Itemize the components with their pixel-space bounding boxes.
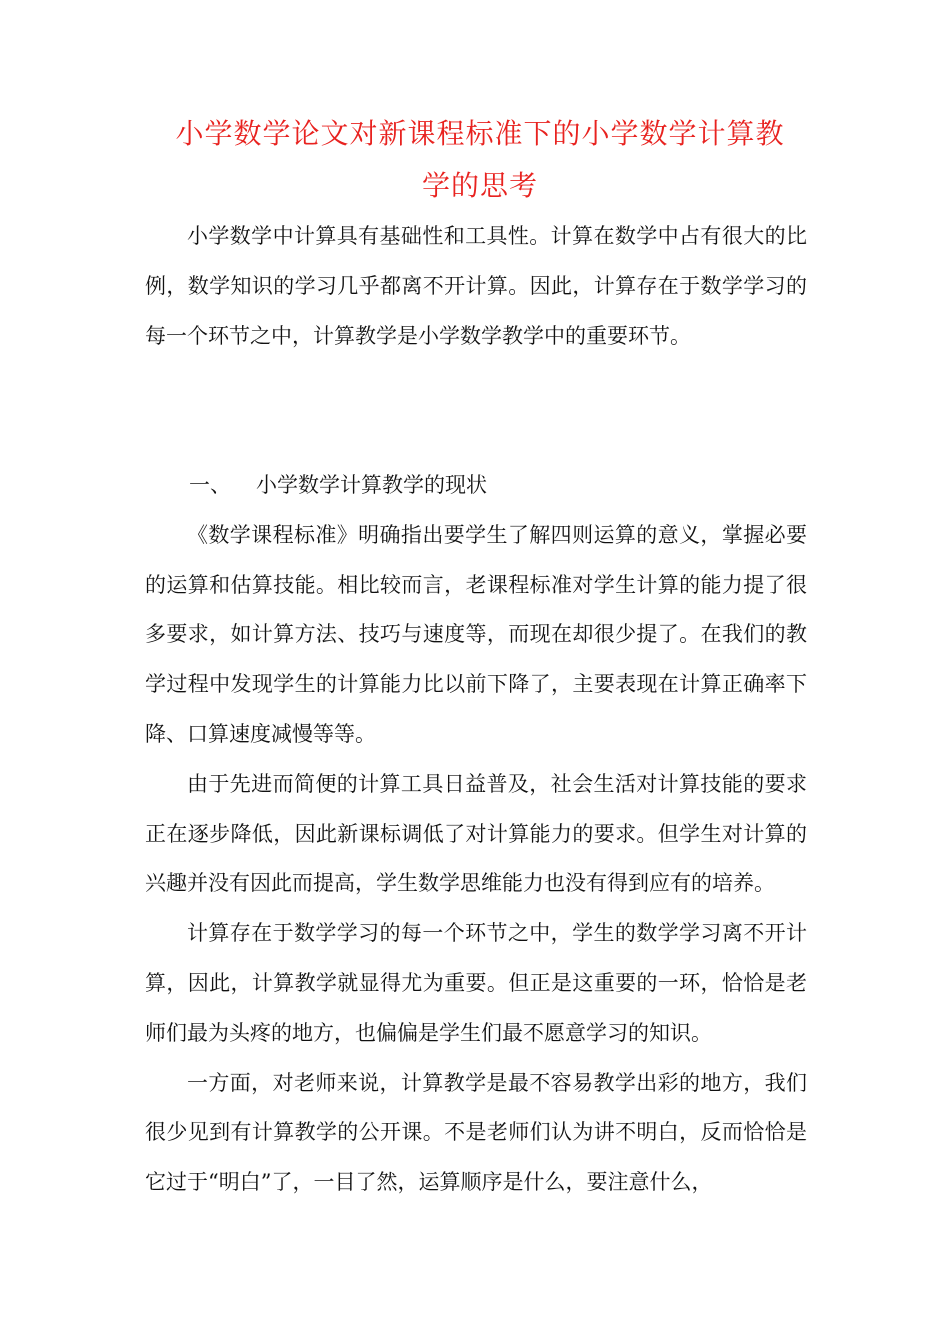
title-line-1: 小学数学论文对新课程标准下的小学数学计算教 <box>175 117 785 150</box>
title-line-2: 学的思考 <box>421 169 538 202</box>
section-heading-text: 小学数学计算教学的现状 <box>256 472 487 497</box>
section-number: 一、 <box>189 472 231 497</box>
section-paragraph-4: 一方面，对老师来说，计算教学是最不容易教学出彩的地方，我们很少见到有计算教学的公开课。不是老师们认为讲不明白，反而恰恰是它过于“明白”了，一目了然，运算顺序是什么，要注意什么， <box>145 1070 807 1195</box>
section-paragraph-2: 由于先进而简便的计算工具日益普及，社会生活对计算技能的要求正在逐步降低，因此新课标调低了对计算能力的要求。但学生对计算的兴趣并没有因此而提高，学生数学思维能力也没有得到应有的培养。 <box>145 771 807 896</box>
section-heading <box>145 461 807 511</box>
document-body <box>145 212 807 1208</box>
intro-paragraph: 小学数学中计算具有基础性和工具性。计算在数学中占有很大的比例，数学知识的学习几乎都离不开计算。因此，计算存在于数学学习的每一个环节之中，计算教学是小学数学教学中的重要环节。 <box>145 224 807 348</box>
section-paragraph-1: 《数学课程标准》明确指出要学生了解四则运算的意义，掌握必要的运算和估算技能。相比较而言，老课程标准对学生计算的能力提了很多要求，如计算方法、技巧与速度等，而现在却很少提了。在我们的教学过程中发现学生的计算能力比以前下降了，主要表现在计算正确率下降、口算速度减慢等等。 <box>145 522 807 746</box>
paragraph-spacer <box>145 361 807 461</box>
document-title <box>150 108 810 212</box>
section-paragraph-3: 计算存在于数学学习的每一个环节之中，学生的数学学习离不开计算，因此，计算教学就显得尤为重要。但正是这重要的一环，恰恰是老师们最为头疼的地方，也偏偏是学生们最不愿意学习的知识。 <box>145 921 807 1045</box>
